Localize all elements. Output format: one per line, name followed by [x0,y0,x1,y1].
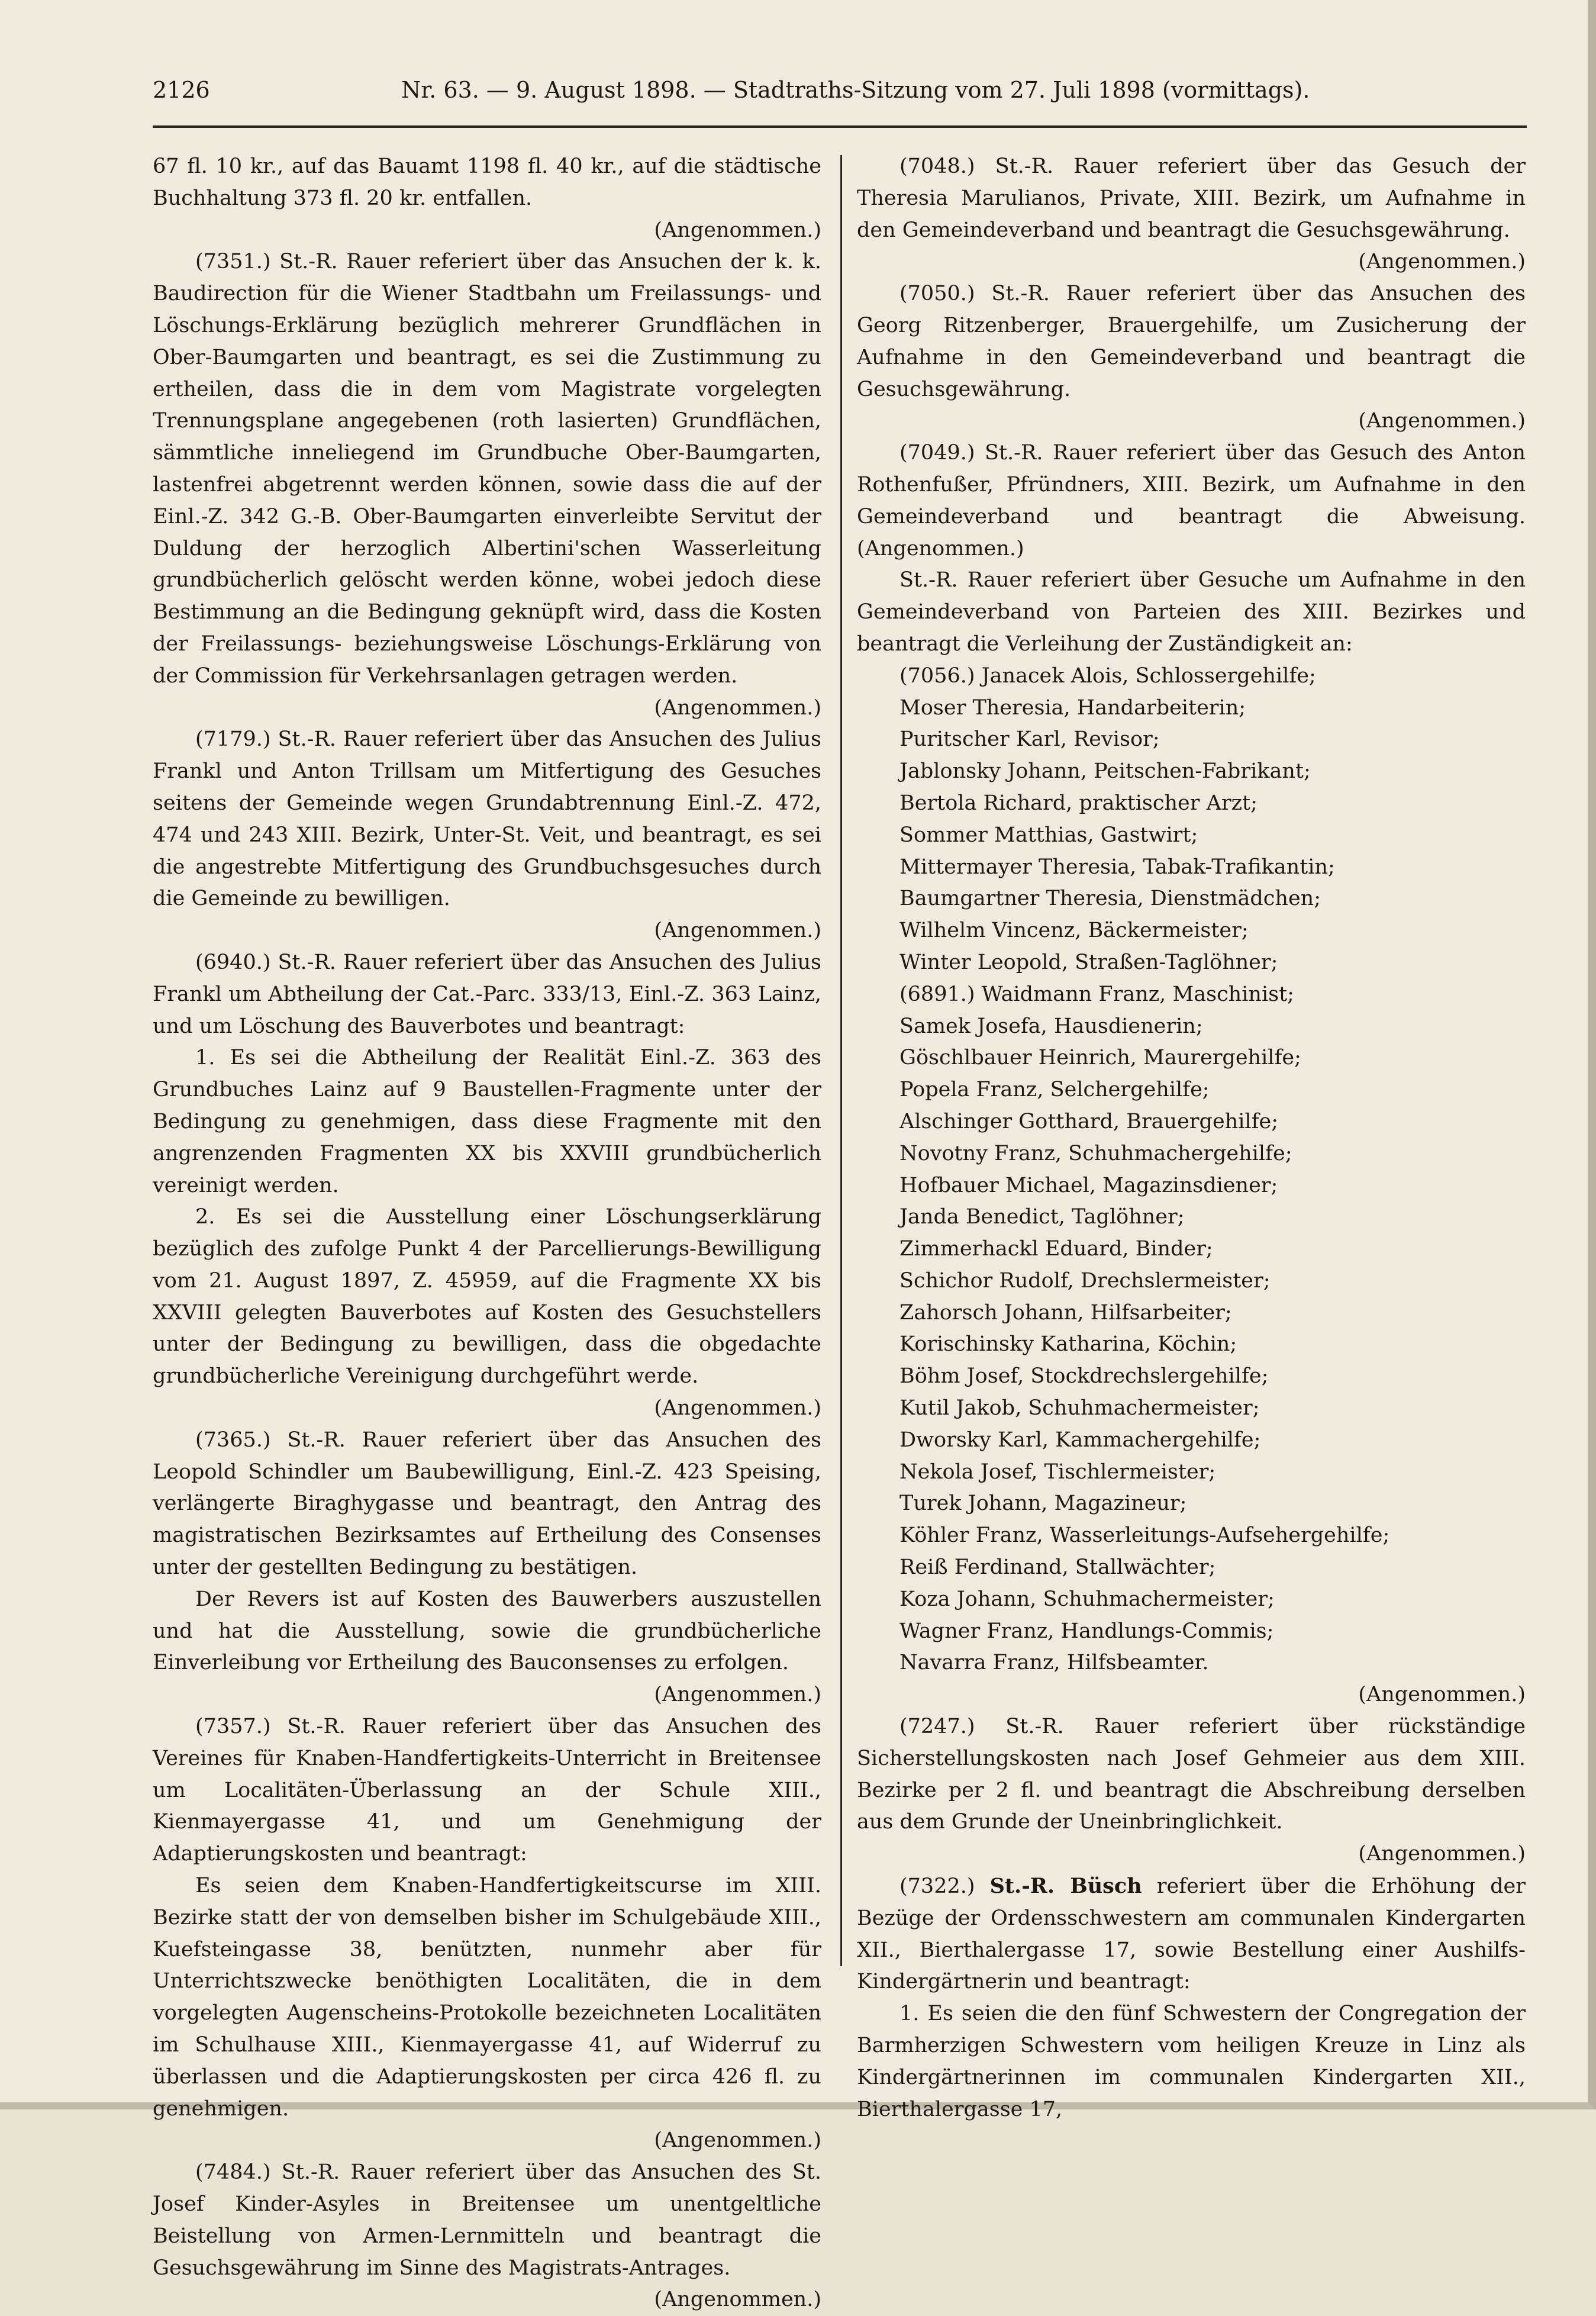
left-column [153,151,821,2312]
list-item: (6891.) Waidmann Franz, Maschinist; [899,982,1294,1006]
list-item: Puritscher Karl, Revisor; [899,727,1160,752]
list-item: Dworsky Karl, Kammachergehilfe; [899,1428,1261,1452]
resolution-accepted: (Angenommen.) [1358,250,1526,274]
list-item: Böhm Josef, Stockdrechslergehilfe; [899,1364,1269,1389]
paragraph: Es seien dem Knaben-Handfertigkeitscurse im XIII. Bezirke statt der von demselben bisher im Schulgebäude XIII., Kuefsteingasse 38, benützten, nunmehr aber für Unterrichtszwecke benöthigten Localitäten, die in dem vorgelegten Augenscheins-Protokolle bezeichneten Localitäten im Schulhause XIII., Kienmayergasse 41, auf Widerruf zu überlassen und die Adaptierungskosten per circa 426 fl. zu genehmigen. [153,1874,821,2121]
list-item: Reiß Ferdinand, Stallwächter; [899,1555,1216,1580]
list-item: Alschinger Gotthard, Brauergehilfe; [899,1109,1279,1133]
numbered-item: 1. Es sei die Abtheilung der Realität Einl.-Z. 363 des Grundbuches Lainz auf 9 Baustellen-Fragmente unter der Bedingung zu genehmigen, dass diese Fragmente mit den angrenzenden Fragmenten XX bis XXVIII grundbücherlich vereinigt werden. [153,1046,821,1197]
list-item: Samek Josefa, Hausdienerin; [899,1014,1203,1038]
paragraph: (7050.) St.-R. Rauer referiert über das Ansuchen des Georg Ritzenberger, Brauergehilfe, um Zusicherung der Aufnahme in den Gemeindeverband und beantragt die Gesuchsgewährung. [857,282,1526,401]
header-rule [153,125,1527,128]
page-title: Nr. 63. — 9. August 1898. — Stadtraths-Sitzung vom 27. Juli 1898 (vormittags). [401,77,1310,103]
paragraph: (7351.) St.-R. Rauer referiert über das Ansuchen der k. k. Baudirection für die Wiener Stadtbahn um Freilassungs- und Löschungs-Erklärung bezüglich mehrerer Grundflächen in Ober-Baumgarten und beantragt, es sei die Zustimmung zu ertheilen, dass die in dem vom Magistrate vorgelegten Trennungsplane angegebenen (roth lasierten) Grundflächen, sämmtliche inneliegend im Grundbuche Ober-Baumgarten, lastenfrei abgetrennt werden können, sowie dass die auf der Einl.-Z. 342 G.-B. Ober-Baumgarten einverleibte Servitut der Duldung der herzoglich Albertini'schen Wasserleitung grundbücherlich gelöscht werden könne, wobei jedoch diese Bestimmung an die Bedingung geknüpft wird, dass die Kosten der Freilassungs- beziehungsweise Löschungs-Erklärung von der Commission für Verkehrsanlagen getragen werden. [153,250,821,688]
paragraph: (7247.) St.-R. Rauer referiert über rückständige Sicherstellungskosten nach Josef Gehmeier aus dem XIII. Bezirke per 2 fl. und beantragt die Abschreibung derselben aus dem Grunde der Uneinbringlichkeit. [857,1715,1526,1834]
numbered-item: 1. Es seien die den fünf Schwestern der Congregation der Barmherzigen Schwestern vom heiligen Kreuze in Linz als Kindergärtnerinnen im communalen Kindergarten XII., Bierthalergasse 17, [857,2002,1526,2121]
list-item: Janda Benedict, Taglöhner; [899,1205,1185,1229]
list-item: Zahorsch Johann, Hilfsarbeiter; [899,1300,1232,1325]
list-item: Wagner Franz, Handlungs-Commis; [899,1619,1274,1643]
paragraph: (7357.) St.-R. Rauer referiert über das Ansuchen des Vereines für Knaben-Handfertigkeits-Unterricht in Breitensee um Localitäten-Überlassung an der Schule XIII., Kienmayergasse 41, und um Genehmigung der Adaptierungskosten und beantragt: [153,1715,821,1866]
paragraph: (7179.) St.-R. Rauer referiert über das Ansuchen des Julius Frankl und Anton Trillsam um Mitfertigung des Gesuches seitens der Gemeinde wegen Grundabtrennung Einl.-Z. 472, 474 und 243 XIII. Bezirk, Unter-St. Veit, und beantragt, es sei die angestrebte Mitfertigung des Grundbuchsgesuches durch die Gemeinde zu bewilligen. [153,727,821,911]
page-header [153,77,1310,112]
paragraph: (6940.) St.-R. Rauer referiert über das Ansuchen des Julius Frankl um Abtheilung der Cat.-Parc. 333/13, Einl.-Z. 363 Lainz, und um Löschung des Bauverbotes und beantragt: [153,950,821,1038]
resolution-accepted: (Angenommen.) [654,1396,821,1420]
list-item: Kutil Jakob, Schuhmachermeister; [899,1396,1260,1420]
list-item: Moser Theresia, Handarbeiterin; [899,695,1246,720]
list-item: Köhler Franz, Wasserleitungs-Aufsehergehilfe; [899,1523,1390,1548]
list-item: Novotny Franz, Schuhmachergehilfe; [899,1141,1292,1165]
resolution-accepted: (Angenommen.) [1358,1842,1526,1866]
list-item: Baumgartner Theresia, Dienstmädchen; [899,887,1321,911]
list-item: Winter Leopold, Straßen-Taglöhner; [899,950,1278,974]
list-item: Sommer Matthias, Gastwirt; [899,823,1198,847]
list-item: Bertola Richard, praktischer Arzt; [899,791,1258,815]
list-item: Zimmerhackl Eduard, Binder; [899,1237,1213,1261]
resolution-accepted: (Angenommen.) [654,218,821,242]
page-number: 2126 [153,77,210,103]
list-item: Koza Johann, Schuhmachermeister; [899,1587,1275,1611]
list-item: Turek Johann, Magazineur; [899,1492,1187,1516]
list-item: Popela Franz, Selchergehilfe; [899,1078,1210,1102]
list-item: (7056.) Janacek Alois, Schlossergehilfe; [899,663,1316,688]
list-item: Wilhelm Vincenz, Bäckermeister; [899,919,1249,943]
paragraph: (7049.) St.-R. Rauer referiert über das Gesuch des Anton Rothenfußer, Pfründners, XIII. Bezirk, um Aufnahme in den Gemeindeverband und beantragt die Abweisung. (Angenommen.) [857,441,1526,561]
paragraph: (7484.) St.-R. Rauer referiert über das Ansuchen des St. Josef Kinder-Asyles in Breitensee um unentgeltliche Beistellung von Armen-Lernmitteln und beantragt die Gesuchsgewährung im Sinne des Magistrats-Antrages. [153,2160,821,2280]
resolution-accepted: (Angenommen.) [1358,409,1526,433]
list-item: Hofbauer Michael, Magazinsdiener; [899,1173,1278,1197]
resolution-accepted: (Angenommen.) [654,2288,821,2312]
paragraph: 67 fl. 10 kr., auf das Bauamt 1198 fl. 40 kr., auf die städtische Buchhaltung 373 fl. 20 kr. entfallen. [153,154,821,210]
resolution-accepted: (Angenommen.) [654,2128,821,2153]
paragraph: St.-R. Rauer referiert über Gesuche um Aufnahme in den Gemeindeverband von Parteien des XIII. Bezirkes und beantragt die Verleihung der Zuständigkeit an: [857,568,1526,656]
numbered-item: 2. Es sei die Ausstellung einer Löschungserklärung bezüglich des zufolge Punkt 4 der Parcellierungs-Bewilligung vom 21. August 1897, Z. 45959, auf die Fragmente XX bis XXVIII gelegten Bauverbotes auf Kosten des Gesuchstellers unter der Bedingung zu bewilligen, dass die obgedachte grundbücherliche Vereinigung durchgeführt werde. [153,1205,821,1389]
paragraph: Der Revers ist auf Kosten des Bauwerbers auszustellen und hat die Ausstellung, sowie die grundbücherliche Einverleibung vor Ertheilung des Bauconsenses zu erfolgen. [153,1587,821,1675]
paragraph-body: referiert über die Erhöhung der Bezüge der Ordensschwestern am communalen Kindergarten XII., Bierthalergasse 17, sowie Bestellung einer Aushilfs-Kindergärtnerin und beantragt: [857,1874,1526,1994]
paragraph: (7048.) St.-R. Rauer referiert über das Gesuch der Theresia Marulianos, Private, XIII. Bezirk, um Aufnahme in den Gemeindeverband und beantragt die Gesuchsgewährung. [857,154,1526,242]
right-column [857,151,1526,2121]
list-item: Nekola Josef, Tischlermeister; [899,1460,1216,1484]
column-divider [840,155,842,1966]
resolution-accepted: (Angenommen.) [654,1683,821,1707]
paragraph: (7365.) St.-R. Rauer referiert über das Ansuchen des Leopold Schindler um Baubewilligung, Einl.-Z. 423 Speising, verlängerte Biraghygasse und beantragt, den Antrag des magistratischen Bezirksamtes auf Ertheilung des Consenses unter der gestellten Bedingung zu bestätigen. [153,1428,821,1580]
list-item: Jablonsky Johann, Peitschen-Fabrikant; [899,759,1311,784]
list-item: Korischinsky Katharina, Köchin; [899,1332,1237,1357]
speaker-name: St.-R. Büsch [989,1874,1142,1899]
list-item: Göschlbauer Heinrich, Maurergehilfe; [899,1046,1301,1070]
name-list [857,661,1526,1680]
paragraph [857,1870,1526,1998]
list-item: Schichor Rudolf, Drechslermeister; [899,1268,1271,1293]
resolution-accepted: (Angenommen.) [654,919,821,943]
list-item: Mittermayer Theresia, Tabak-Trafikantin; [899,855,1335,879]
list-item: Navarra Franz, Hilfsbeamter. [899,1651,1209,1675]
item-number: (7322.) [899,1874,975,1899]
resolution-accepted: (Angenommen.) [1358,1683,1526,1707]
resolution-accepted: (Angenommen.) [654,695,821,720]
